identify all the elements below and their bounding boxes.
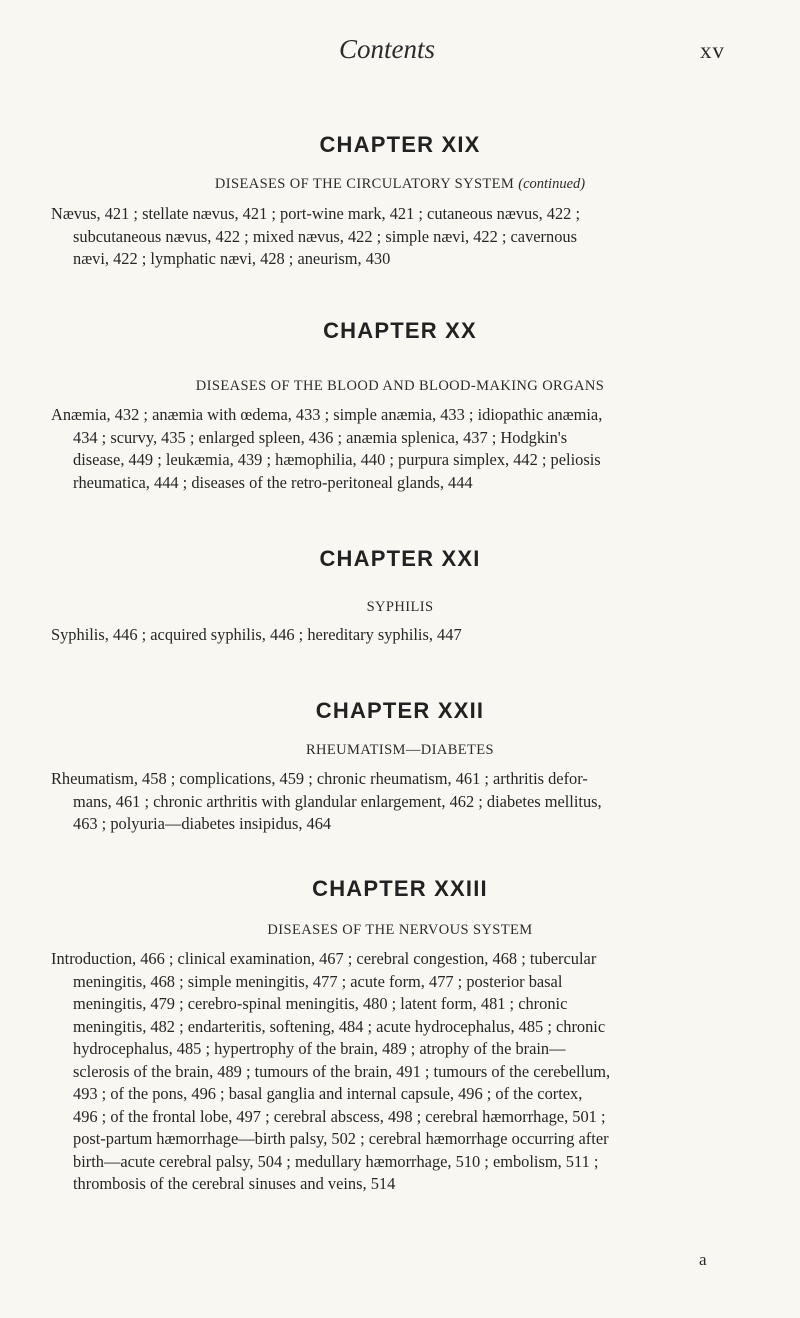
chapter-subtitle: RHEUMATISM—DIABETES xyxy=(305,742,495,758)
contents-line: meningitis, 468 ; simple meningitis, 477 ; acute form, 477 ; posterior basal xyxy=(73,971,563,991)
chapter-xxiii-header xyxy=(0,876,800,902)
contents-line: post-partum hæmorrhage—birth palsy, 502 ; cerebral hæmorrhage occurring after xyxy=(73,1129,609,1148)
contents-line: nævi, 422 ; lymphatic nævi, 428 ; aneurism, 430 xyxy=(73,249,391,268)
chapter-subtitle: SYPHILIS xyxy=(366,599,434,615)
chapter-heading: CHAPTER XXI xyxy=(319,546,481,571)
contents-line: 496 ; of the frontal lobe, 497 ; cerebral abscess, 498 ; cerebral hæmorrhage, 501 ; xyxy=(73,1106,606,1126)
running-title: Contents xyxy=(339,34,436,64)
contents-line: mans, 461 ; chronic arthritis with glandular enlargement, 462 ; diabetes mellitus, xyxy=(73,791,602,811)
chapter-xxiii-contents xyxy=(51,948,741,1196)
signature-mark: a xyxy=(699,1250,707,1269)
contents-line: 463 ; polyuria—diabetes insipidus, 464 xyxy=(73,814,332,833)
contents-line: Anæmia, 432 ; anæmia with œdema, 433 ; simple anæmia, 433 ; idiopathic anæmia, xyxy=(51,405,603,424)
chapter-subtitle xyxy=(0,176,800,193)
chapter-xx-header xyxy=(0,318,800,344)
chapter-xxii-subtitle-row xyxy=(0,742,800,759)
chapter-xx-contents xyxy=(51,404,741,494)
contents-line: meningitis, 482 ; endarteritis, softening, 484 ; acute hydrocephalus, 485 ; chronic xyxy=(73,1016,606,1036)
contents-line: Syphilis, 446 ; acquired syphilis, 446 ; hereditary syphilis, 447 xyxy=(51,625,462,644)
chapter-subtitle: DISEASES OF THE NERVOUS SYSTEM xyxy=(267,922,533,938)
chapter-xix-header xyxy=(0,132,800,158)
chapter-heading: CHAPTER XXII xyxy=(315,698,485,723)
chapter-xxiii-subtitle-row xyxy=(0,922,800,939)
contents-line: thrombosis of the cerebral sinuses and veins, 514 xyxy=(73,1174,396,1193)
contents-line: birth—acute cerebral palsy, 504 ; medullary hæmorrhage, 510 ; embolism, 511 ; xyxy=(73,1151,599,1171)
contents-line: Introduction, 466 ; clinical examination, 467 ; cerebral congestion, 468 ; tubercular xyxy=(51,949,597,968)
chapter-xix-contents xyxy=(51,203,741,271)
chapter-xxi-header xyxy=(0,546,800,572)
chapter-heading: CHAPTER XX xyxy=(323,318,477,343)
contents-line: hydrocephalus, 485 ; hypertrophy of the brain, 489 ; atrophy of the brain— xyxy=(73,1039,566,1058)
running-head xyxy=(0,34,800,74)
chapter-subtitle-continued: (continued) xyxy=(518,176,586,192)
contents-line: subcutaneous nævus, 422 ; mixed nævus, 422 ; simple nævi, 422 ; cavernous xyxy=(73,226,577,246)
chapter-subtitle: DISEASES OF THE BLOOD AND BLOOD-MAKING ORGANS xyxy=(195,378,605,394)
contents-line: Rheumatism, 458 ; complications, 459 ; chronic rheumatism, 461 ; arthritis defor- xyxy=(51,769,588,788)
contents-line: meningitis, 479 ; cerebro-spinal meningitis, 480 ; latent form, 481 ; chronic xyxy=(73,994,568,1013)
contents-line: 493 ; of the pons, 496 ; basal ganglia and internal capsule, 496 ; of the cortex, xyxy=(73,1084,583,1103)
chapter-heading: CHAPTER XXIII xyxy=(312,876,488,901)
contents-line: 434 ; scurvy, 435 ; enlarged spleen, 436 ; anæmia splenica, 437 ; Hodgkin's xyxy=(73,427,568,447)
contents-line: rheumatica, 444 ; diseases of the retro-peritoneal glands, 444 xyxy=(73,472,473,492)
contents-line: sclerosis of the brain, 489 ; tumours of the brain, 491 ; tumours of the cerebellum, xyxy=(73,1061,611,1081)
chapter-xxi-subtitle-row xyxy=(0,599,800,616)
chapter-heading: CHAPTER XIX xyxy=(319,132,481,157)
chapter-xxii-contents xyxy=(51,768,741,836)
page-number: xv xyxy=(700,38,725,63)
chapter-xx-subtitle-row xyxy=(0,378,800,395)
chapter-xxii-header xyxy=(0,698,800,724)
chapter-xix-subtitle-row xyxy=(0,176,800,193)
chapter-xxi-contents xyxy=(51,624,741,647)
contents-line: Nævus, 421 ; stellate nævus, 421 ; port-wine mark, 421 ; cutaneous nævus, 422 ; xyxy=(51,204,581,223)
contents-line: disease, 449 ; leukæmia, 439 ; hæmophilia, 440 ; purpura simplex, 442 ; peliosis xyxy=(73,450,601,469)
chapter-subtitle-text: DISEASES OF THE CIRCULATORY SYSTEM xyxy=(214,176,515,192)
